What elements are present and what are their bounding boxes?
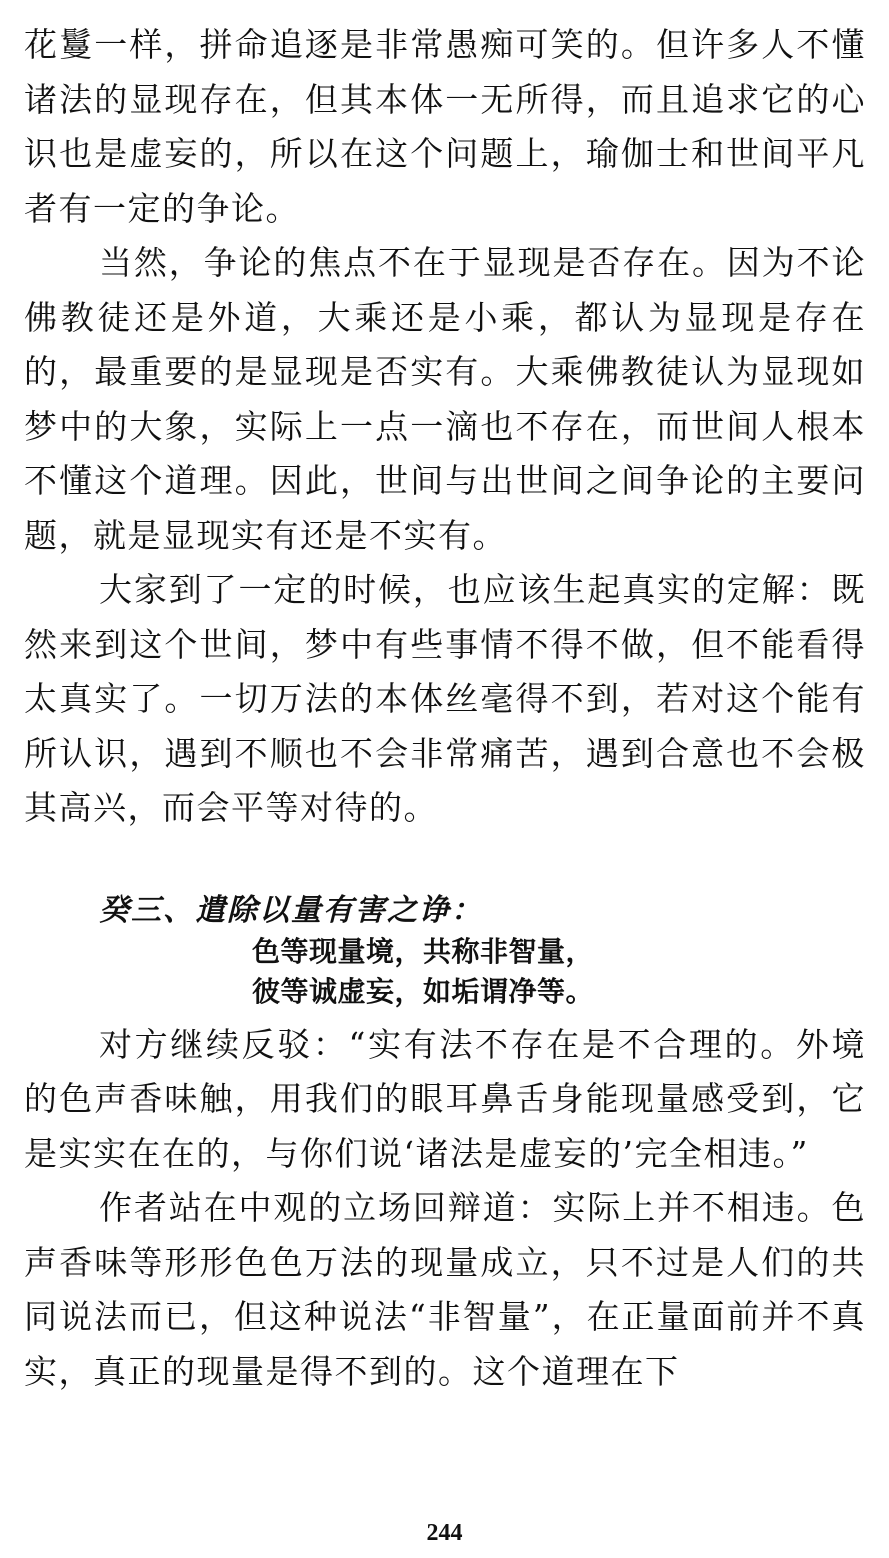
paragraph-5: 作者站在中观的立场回辩道：实际上并不相违。色声香味等形形色色万法的现量成立，只不过是人们的共同说法而已，但这种说法“非智量”，在正量面前并不真实，真正的现量是得不到的。这个道理在下 xyxy=(24,1188,866,1391)
page-number: 244 xyxy=(426,1520,463,1546)
paragraph-1: 花鬘一样，拼命追逐是非常愚痴可笑的。但许多人不懂诸法的显现存在，但其本体一无所得，而且追求它的心识也是虚妄的，所以在这个问题上，瑜伽士和世间平凡者有一定的争论。 xyxy=(24,25,866,228)
paragraph-3: 大家到了一定的时候，也应该生起真实的定解：既然来到这个世间，梦中有些事情不得不做，但不能看得太真实了。一切万法的本体丝毫得不到，若对这个能有所认识，遇到不顺也不会非常痛苦，遇到合意也不会极其高兴，而会平等对待的。 xyxy=(24,570,866,827)
page-body xyxy=(24,18,866,1399)
paragraph-4: 对方继续反驳：“实有法不存在是不合理的。外境的色声香味触，用我们的眼耳鼻舌身能现量感受到，它是实实在在的，与你们说‘诸法是虚妄的’完全相违。” xyxy=(24,1024,866,1173)
verse-line-1: 色等现量境，共称非智量， xyxy=(252,935,595,967)
paragraph-2: 当然，争论的焦点不在于显现是否存在。因为不论佛教徒还是外道，大乘还是小乘，都认为显现是存在的，最重要的是显现是否实有。大乘佛教徒认为显现如梦中的大象，实际上一点一滴也不存在，而世间人根本不懂这个道理。因此，世间与出世间之间争论的主要问题，就是显现实有还是不实有。 xyxy=(24,243,866,555)
section-spacer xyxy=(24,836,866,884)
verse-block xyxy=(24,932,866,1012)
verse-line-2: 彼等诚虚妄，如垢谓净等。 xyxy=(252,975,595,1007)
section-heading: 癸三、遣除以量有害之诤： xyxy=(99,892,483,928)
